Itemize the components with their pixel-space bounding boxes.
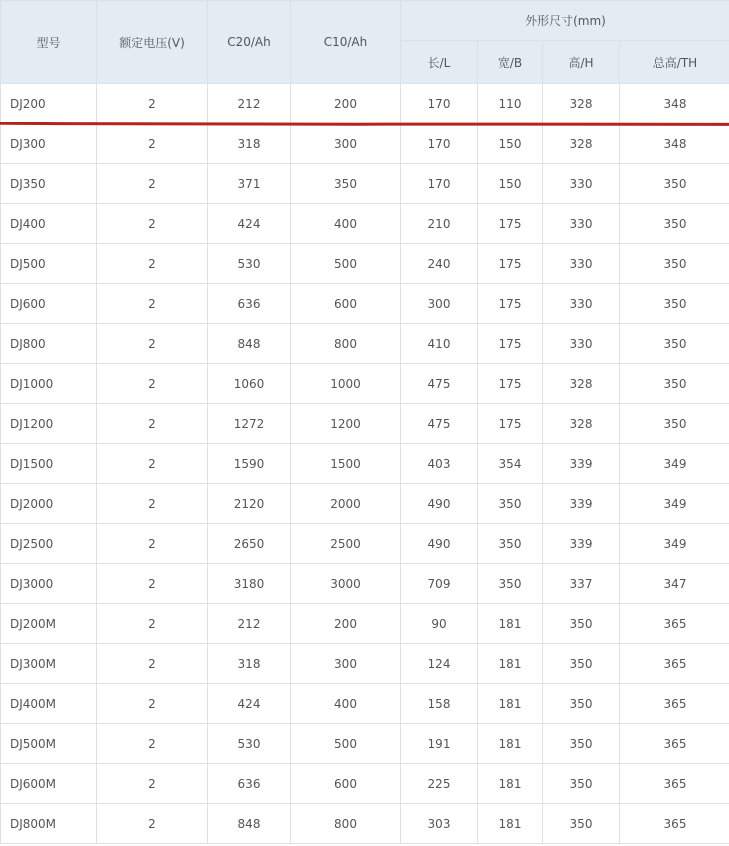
table-row	[1, 164, 729, 204]
cell-c20: 848	[208, 324, 291, 364]
table-row	[1, 244, 729, 284]
cell-c10: 1200	[291, 404, 401, 444]
cell-length: 170	[401, 164, 478, 204]
cell-length: 90	[401, 604, 478, 644]
header-voltage: 额定电压(V)	[97, 1, 208, 84]
cell-width: 354	[478, 444, 543, 484]
cell-length: 410	[401, 324, 478, 364]
cell-total-height: 349	[620, 444, 729, 484]
cell-length: 475	[401, 404, 478, 444]
table-row	[1, 84, 729, 124]
cell-c10: 500	[291, 724, 401, 764]
cell-height: 350	[543, 604, 620, 644]
header-c20: C20/Ah	[208, 1, 291, 84]
cell-c10: 2500	[291, 524, 401, 564]
cell-voltage: 2	[97, 324, 208, 364]
cell-total-height: 365	[620, 604, 729, 644]
cell-c10: 500	[291, 244, 401, 284]
cell-voltage: 2	[97, 284, 208, 324]
cell-width: 175	[478, 204, 543, 244]
cell-c20: 636	[208, 764, 291, 804]
cell-length: 170	[401, 124, 478, 164]
cell-voltage: 2	[97, 364, 208, 404]
cell-length: 210	[401, 204, 478, 244]
cell-model: DJ300M	[1, 644, 97, 684]
cell-total-height: 348	[620, 84, 729, 124]
cell-height: 330	[543, 204, 620, 244]
cell-length: 403	[401, 444, 478, 484]
cell-voltage: 2	[97, 644, 208, 684]
cell-model: DJ200M	[1, 604, 97, 644]
cell-model: DJ600M	[1, 764, 97, 804]
cell-voltage: 2	[97, 484, 208, 524]
cell-height: 330	[543, 284, 620, 324]
header-width: 宽/B	[478, 41, 543, 84]
cell-c10: 350	[291, 164, 401, 204]
cell-width: 150	[478, 164, 543, 204]
table-row	[1, 364, 729, 404]
cell-c10: 1000	[291, 364, 401, 404]
cell-total-height: 365	[620, 804, 729, 844]
cell-c10: 300	[291, 124, 401, 164]
cell-height: 350	[543, 724, 620, 764]
cell-c10: 800	[291, 324, 401, 364]
cell-voltage: 2	[97, 804, 208, 844]
cell-height: 328	[543, 364, 620, 404]
cell-voltage: 2	[97, 404, 208, 444]
cell-model: DJ400	[1, 204, 97, 244]
cell-model: DJ800	[1, 324, 97, 364]
cell-model: DJ1000	[1, 364, 97, 404]
cell-height: 330	[543, 244, 620, 284]
cell-height: 350	[543, 764, 620, 804]
cell-model: DJ400M	[1, 684, 97, 724]
cell-c10: 600	[291, 764, 401, 804]
cell-length: 170	[401, 84, 478, 124]
cell-height: 328	[543, 124, 620, 164]
table-row	[1, 764, 729, 804]
cell-c20: 1272	[208, 404, 291, 444]
cell-total-height: 350	[620, 164, 729, 204]
cell-c20: 1060	[208, 364, 291, 404]
table-row	[1, 644, 729, 684]
cell-width: 175	[478, 324, 543, 364]
cell-height: 339	[543, 444, 620, 484]
cell-model: DJ1500	[1, 444, 97, 484]
cell-height: 330	[543, 164, 620, 204]
cell-length: 475	[401, 364, 478, 404]
cell-length: 490	[401, 484, 478, 524]
cell-total-height: 348	[620, 124, 729, 164]
table-row	[1, 404, 729, 444]
cell-length: 303	[401, 804, 478, 844]
table-row	[1, 324, 729, 364]
cell-model: DJ2500	[1, 524, 97, 564]
cell-height: 350	[543, 804, 620, 844]
cell-c20: 3180	[208, 564, 291, 604]
cell-total-height: 350	[620, 204, 729, 244]
cell-width: 175	[478, 404, 543, 444]
cell-length: 124	[401, 644, 478, 684]
cell-voltage: 2	[97, 604, 208, 644]
cell-width: 175	[478, 364, 543, 404]
table-row	[1, 204, 729, 244]
header-total-height: 总高/TH	[620, 41, 729, 84]
cell-height: 339	[543, 484, 620, 524]
cell-c20: 371	[208, 164, 291, 204]
cell-c20: 636	[208, 284, 291, 324]
cell-width: 181	[478, 764, 543, 804]
cell-c20: 212	[208, 604, 291, 644]
cell-width: 350	[478, 484, 543, 524]
table-row	[1, 484, 729, 524]
cell-total-height: 365	[620, 684, 729, 724]
cell-c20: 318	[208, 644, 291, 684]
cell-c20: 318	[208, 124, 291, 164]
header-length: 长/L	[401, 41, 478, 84]
cell-height: 339	[543, 524, 620, 564]
cell-voltage: 2	[97, 164, 208, 204]
cell-height: 328	[543, 404, 620, 444]
cell-model: DJ500	[1, 244, 97, 284]
cell-model: DJ300	[1, 124, 97, 164]
cell-c10: 300	[291, 644, 401, 684]
table-row	[1, 524, 729, 564]
cell-length: 240	[401, 244, 478, 284]
cell-voltage: 2	[97, 564, 208, 604]
header-height: 高/H	[543, 41, 620, 84]
cell-c10: 200	[291, 604, 401, 644]
cell-c20: 530	[208, 244, 291, 284]
cell-voltage: 2	[97, 244, 208, 284]
cell-c10: 600	[291, 284, 401, 324]
cell-voltage: 2	[97, 84, 208, 124]
cell-model: DJ200	[1, 84, 97, 124]
table-row	[1, 124, 729, 164]
cell-width: 181	[478, 724, 543, 764]
cell-c10: 400	[291, 684, 401, 724]
cell-c20: 530	[208, 724, 291, 764]
cell-total-height: 349	[620, 484, 729, 524]
cell-length: 191	[401, 724, 478, 764]
cell-c10: 800	[291, 804, 401, 844]
cell-voltage: 2	[97, 684, 208, 724]
cell-width: 175	[478, 244, 543, 284]
cell-total-height: 350	[620, 244, 729, 284]
table-row	[1, 444, 729, 484]
table-row	[1, 604, 729, 644]
cell-c20: 1590	[208, 444, 291, 484]
cell-height: 350	[543, 684, 620, 724]
table-header	[1, 1, 729, 84]
cell-c10: 400	[291, 204, 401, 244]
cell-width: 181	[478, 804, 543, 844]
table-body	[1, 84, 729, 844]
cell-voltage: 2	[97, 204, 208, 244]
cell-model: DJ500M	[1, 724, 97, 764]
cell-width: 175	[478, 284, 543, 324]
cell-width: 181	[478, 644, 543, 684]
cell-c10: 200	[291, 84, 401, 124]
cell-c20: 848	[208, 804, 291, 844]
cell-width: 181	[478, 604, 543, 644]
cell-model: DJ3000	[1, 564, 97, 604]
cell-voltage: 2	[97, 444, 208, 484]
cell-length: 709	[401, 564, 478, 604]
cell-total-height: 350	[620, 324, 729, 364]
cell-model: DJ2000	[1, 484, 97, 524]
header-dimensions: 外形尺寸(mm)	[401, 1, 729, 41]
cell-total-height: 350	[620, 284, 729, 324]
table-row	[1, 684, 729, 724]
cell-width: 110	[478, 84, 543, 124]
cell-total-height: 365	[620, 724, 729, 764]
cell-total-height: 365	[620, 644, 729, 684]
cell-width: 350	[478, 564, 543, 604]
table-row	[1, 804, 729, 844]
cell-total-height: 347	[620, 564, 729, 604]
cell-height: 328	[543, 84, 620, 124]
cell-c20: 2120	[208, 484, 291, 524]
table-row	[1, 564, 729, 604]
cell-length: 490	[401, 524, 478, 564]
cell-model: DJ800M	[1, 804, 97, 844]
cell-length: 158	[401, 684, 478, 724]
cell-width: 181	[478, 684, 543, 724]
cell-c20: 424	[208, 204, 291, 244]
cell-model: DJ1200	[1, 404, 97, 444]
cell-total-height: 349	[620, 524, 729, 564]
cell-total-height: 365	[620, 764, 729, 804]
cell-height: 337	[543, 564, 620, 604]
header-c10: C10/Ah	[291, 1, 401, 84]
table-row	[1, 284, 729, 324]
cell-height: 350	[543, 644, 620, 684]
cell-c10: 2000	[291, 484, 401, 524]
cell-voltage: 2	[97, 124, 208, 164]
cell-length: 300	[401, 284, 478, 324]
cell-length: 225	[401, 764, 478, 804]
cell-height: 330	[543, 324, 620, 364]
cell-model: DJ600	[1, 284, 97, 324]
cell-width: 150	[478, 124, 543, 164]
cell-voltage: 2	[97, 764, 208, 804]
cell-model: DJ350	[1, 164, 97, 204]
cell-c20: 424	[208, 684, 291, 724]
cell-c20: 2650	[208, 524, 291, 564]
cell-c10: 1500	[291, 444, 401, 484]
cell-c10: 3000	[291, 564, 401, 604]
cell-c20: 212	[208, 84, 291, 124]
cell-total-height: 350	[620, 404, 729, 444]
header-model: 型号	[1, 1, 97, 84]
cell-voltage: 2	[97, 724, 208, 764]
cell-width: 350	[478, 524, 543, 564]
cell-voltage: 2	[97, 524, 208, 564]
table-row	[1, 724, 729, 764]
cell-total-height: 350	[620, 364, 729, 404]
